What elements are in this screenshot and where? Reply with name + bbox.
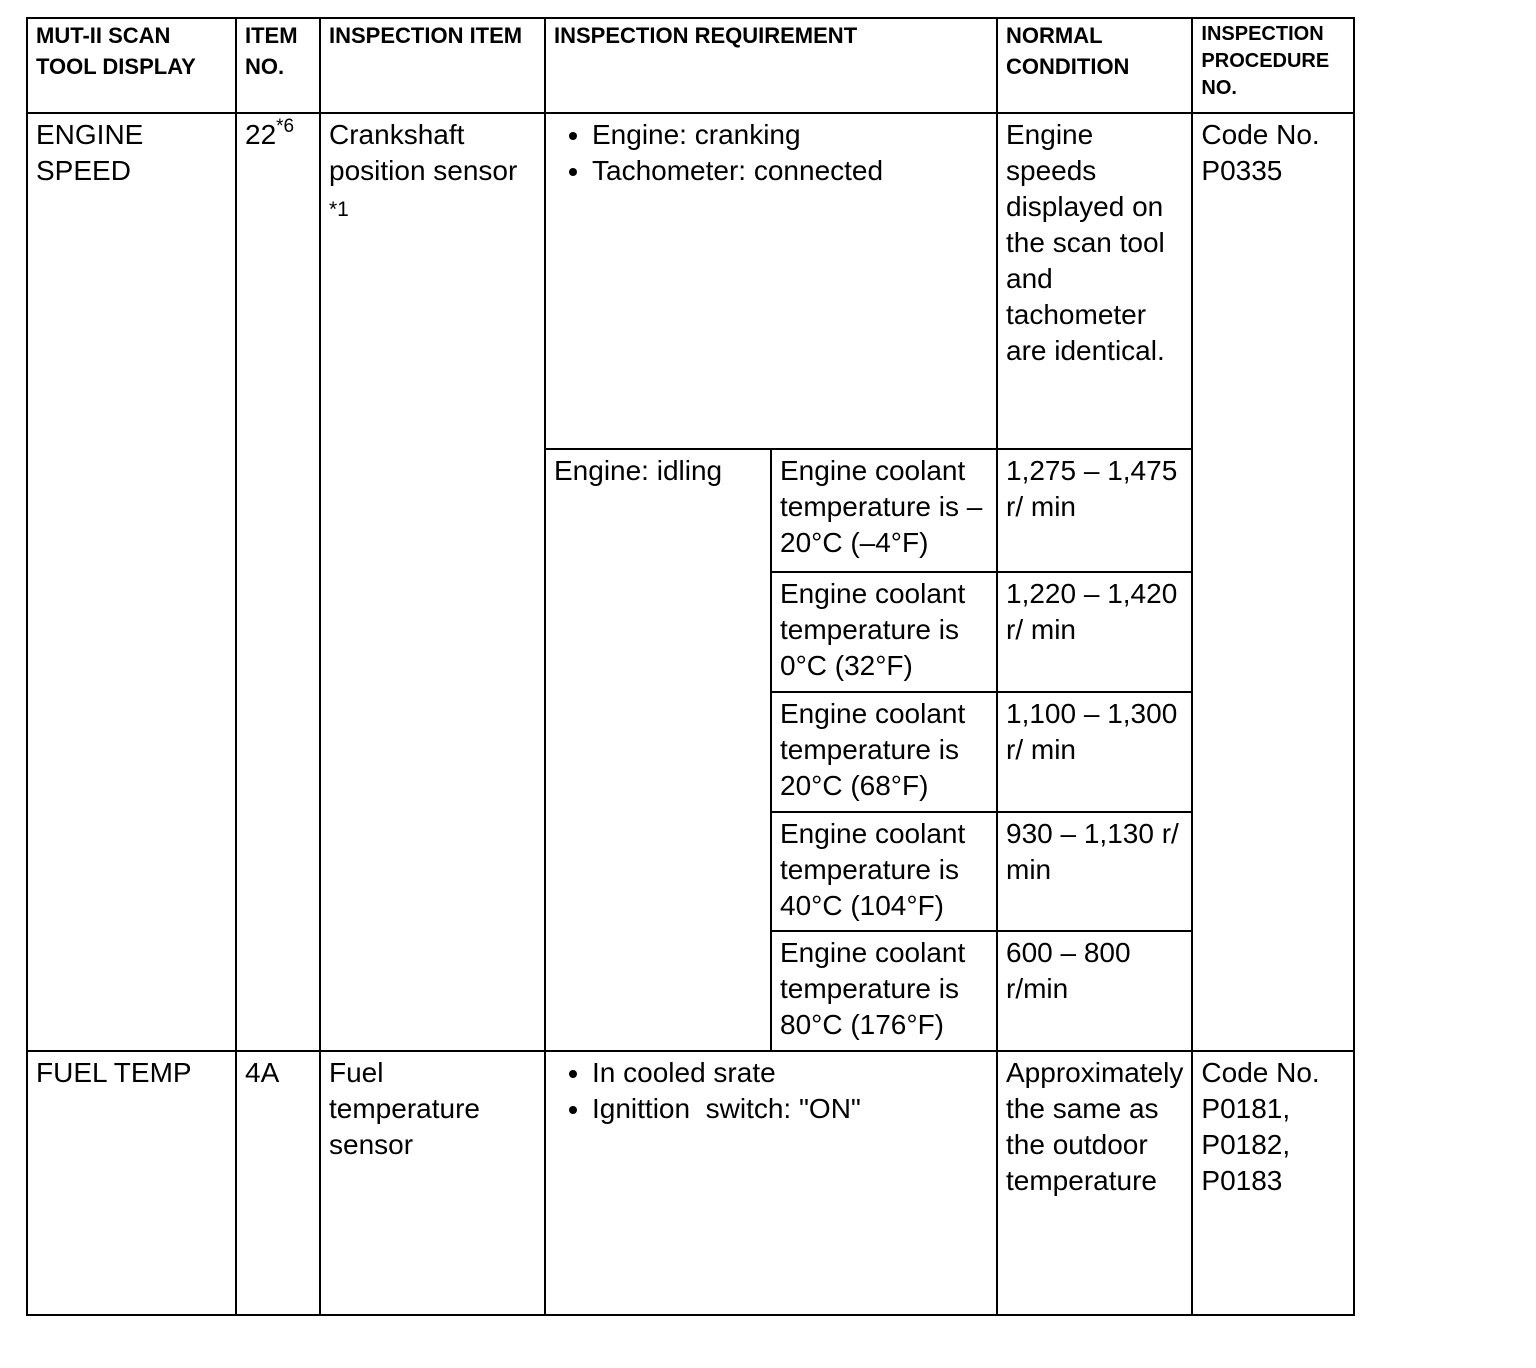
header-normal-condition: NORMAL CONDITION bbox=[997, 18, 1192, 113]
fuel-temp-normal-condition: Approximately the same as the outdoor temperature bbox=[997, 1051, 1192, 1315]
idling-condition: Engine coolant temperature is 80°C (176°F) bbox=[771, 931, 997, 1051]
inspection-item-text: Crankshaft position sensor bbox=[329, 119, 518, 186]
idling-condition: Engine coolant temperature is 20°C (68°F) bbox=[771, 692, 997, 812]
fuel-temp-display: FUEL TEMP bbox=[27, 1051, 236, 1315]
idling-condition: Engine coolant temperature is 0°C (32°F) bbox=[771, 572, 997, 692]
engine-speed-display: ENGINE SPEED bbox=[27, 113, 236, 1051]
idling-normal: 1,100 – 1,300 r/ min bbox=[997, 692, 1192, 812]
header-scan-tool-display: MUT-II SCAN TOOL DISPLAY bbox=[27, 18, 236, 113]
requirement-bullet: • Tachometer: connected bbox=[592, 153, 988, 189]
requirement-bullet: • Engine: cranking bbox=[592, 117, 988, 153]
fuel-temp-requirement bbox=[545, 1051, 997, 1315]
header-inspection-item: INSPECTION ITEM bbox=[320, 18, 545, 113]
requirement-bullet: • In cooled srate bbox=[592, 1055, 988, 1091]
idling-normal: 600 – 800 r/min bbox=[997, 931, 1192, 1051]
header-inspection-procedure-no: INSPECTION PROCEDURE NO. bbox=[1192, 18, 1354, 113]
fuel-temp-procedure: Code No. P0181, P0182, P0183 bbox=[1192, 1051, 1354, 1315]
inspection-item-footnote: *1 bbox=[329, 198, 349, 221]
requirement-bullet: • Ignittion switch: "ON" bbox=[592, 1091, 988, 1127]
engine-speed-cranking-row bbox=[27, 113, 1354, 449]
fuel-temp-requirement-list bbox=[554, 1055, 988, 1127]
idling-normal: 1,275 – 1,475 r/ min bbox=[997, 449, 1192, 572]
cranking-requirement bbox=[545, 113, 997, 449]
idling-normal: 1,220 – 1,420 r/ min bbox=[997, 572, 1192, 692]
engine-speed-inspection-item bbox=[320, 113, 545, 1051]
fuel-temp-inspection-item: Fuel temperature sensor bbox=[320, 1051, 545, 1315]
fuel-temp-item-no: 4A bbox=[236, 1051, 320, 1315]
idling-label: Engine: idling bbox=[545, 449, 771, 1051]
idling-condition: Engine coolant temperature is 40°C (104°F) bbox=[771, 812, 997, 931]
idling-condition: Engine coolant temperature is –20°C (–4°F) bbox=[771, 449, 997, 572]
header-inspection-requirement: INSPECTION REQUIREMENT bbox=[545, 18, 997, 113]
header-row bbox=[27, 18, 1354, 113]
header-item-no: ITEM NO. bbox=[236, 18, 320, 113]
item-no-footnote: *6 bbox=[276, 116, 295, 137]
inspection-table bbox=[26, 17, 1355, 1316]
fuel-temp-row bbox=[27, 1051, 1354, 1315]
cranking-requirement-list bbox=[554, 117, 988, 189]
idling-normal: 930 – 1,130 r/ min bbox=[997, 812, 1192, 931]
item-no-value: 22 bbox=[245, 119, 277, 150]
engine-speed-procedure: Code No. P0335 bbox=[1192, 113, 1354, 1051]
cranking-normal-condition: Engine speeds displayed on the scan tool and tachometer are identical. bbox=[997, 113, 1192, 449]
engine-speed-item-no bbox=[236, 113, 320, 1051]
